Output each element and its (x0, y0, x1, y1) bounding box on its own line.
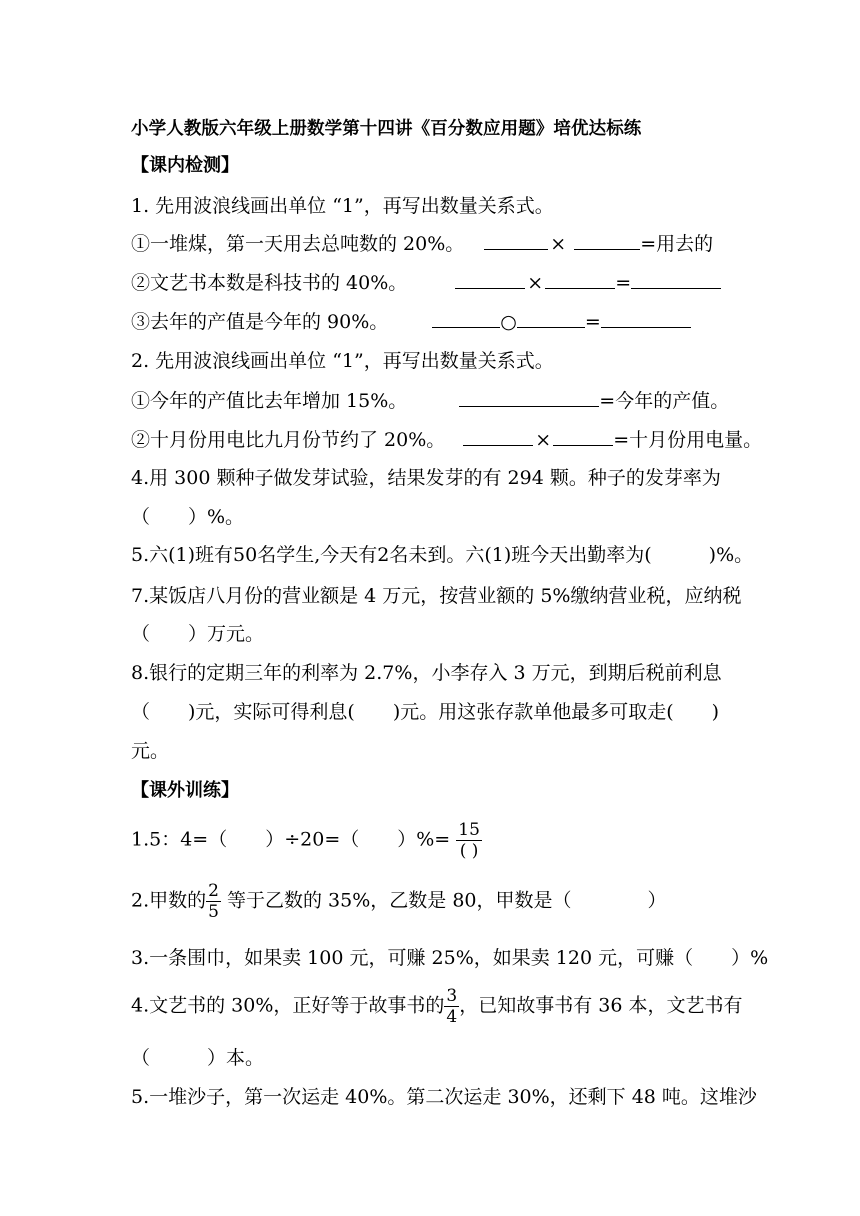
exercise-2 (131, 881, 667, 922)
fraction (456, 820, 482, 861)
section-heading-out-class: 【课外训练】 (131, 780, 239, 801)
fraction-denominator: 4 (446, 1007, 458, 1027)
question-1a-text: ①一堆煤，第一天用去总吨数的 20%。 (131, 233, 465, 255)
answer-blank[interactable] (455, 270, 525, 289)
exercise-3: 3.一条围巾，如果卖 100 元，可赚 25%，如果卖 120 元，可赚（ ）% (131, 947, 769, 969)
exercise-2-prefix: 2.甲数的 (131, 889, 207, 912)
fraction-numerator: 3 (446, 986, 458, 1006)
times-sign: × (535, 429, 552, 451)
fraction-numerator: 2 (208, 881, 219, 901)
fraction-denominator: 5 (208, 902, 219, 922)
question-1c-text: ③去年的产值是今年的 90%。 (131, 311, 389, 333)
exercise-4-suffix: ，已知故事书有 36 本，文艺书有 (459, 994, 743, 1017)
question-2-heading: 2. 先用波浪线画出单位 “1”，再写出数量关系式。 (131, 350, 554, 372)
question-2a-text: ①今年的产值比去年增加 15%。 (131, 390, 408, 412)
equals-sign: = (615, 272, 632, 294)
question-2a-result: =今年的产值。 (599, 390, 730, 412)
question-4-line-2: （ ）%。 (131, 506, 245, 528)
exercise-1-text: 1.5：4=（ ）÷20=（ ）%= (131, 828, 451, 851)
answer-blank[interactable] (553, 427, 613, 446)
question-2b-result: =十月份用电量。 (613, 429, 763, 451)
exercise-5: 5.一堆沙子，第一次运走 40%。第二次运走 30%，还剩下 48 吨。这堆沙 (131, 1086, 757, 1108)
answer-blank[interactable] (432, 309, 500, 328)
fraction (206, 881, 221, 922)
times-sign: × (550, 233, 567, 255)
exercise-4-prefix: 4.文艺书的 30%，正好等于故事书的 (131, 994, 445, 1017)
operator-circle: ○ (500, 311, 517, 333)
question-7-line-1: 7.某饭店八月份的营业额是 4 万元，按营业额的 5%缴纳营业税，应纳税 (131, 585, 742, 607)
question-8-line-2: （ )元，实际可得利息( )元。用这张存款单他最多可取走( ) (131, 701, 720, 723)
answer-blank[interactable] (459, 388, 599, 407)
fraction-denominator: ( ) (459, 841, 479, 861)
question-1b-text: ②文艺书本数是科技书的 40%。 (131, 272, 408, 294)
fraction-numerator: 15 (458, 820, 480, 840)
question-1a (131, 231, 713, 256)
question-8-line-1: 8.银行的定期三年的利率为 2.7%，小李存入 3 万元，到期后税前利息 (131, 662, 722, 684)
equals-sign: = (584, 311, 601, 333)
exercise-2-suffix: 等于乙数的 35%，乙数是 80，甲数是（ ） (220, 889, 667, 912)
fraction (444, 986, 459, 1027)
question-1c (131, 309, 691, 334)
section-heading-in-class: 【课内检测】 (131, 155, 239, 176)
answer-blank[interactable] (601, 309, 691, 328)
question-1a-result: =用去的 (640, 233, 714, 255)
page-title: 小学人教版六年级上册数学第十四讲《百分数应用题》培优达标练 (131, 119, 642, 139)
answer-blank[interactable] (574, 231, 640, 250)
answer-blank[interactable] (463, 427, 533, 446)
exercise-1 (131, 820, 482, 861)
question-7-line-2: （ ）万元。 (131, 623, 265, 645)
times-sign: × (527, 272, 544, 294)
exercise-4-line-2: （ ）本。 (131, 1047, 265, 1069)
question-5-line-1: 5.六(1)班有50名学生,今天有2名未到。六(1)班今天出勤率为( )%。 (131, 544, 754, 566)
answer-blank[interactable] (631, 270, 721, 289)
question-2a (131, 388, 729, 413)
question-2b (131, 427, 762, 452)
question-4-line-1: 4.用 300 颗种子做发芽试验，结果发芽的有 294 颗。种子的发芽率为 (131, 467, 721, 489)
question-8-line-3: 元。 (131, 740, 170, 762)
answer-blank[interactable] (484, 231, 548, 250)
question-1b (131, 270, 721, 295)
question-2b-text: ②十月份用电比九月份节约了 20%。 (131, 429, 446, 451)
question-1-heading: 1. 先用波浪线画出单位 “1”，再写出数量关系式。 (131, 195, 554, 217)
answer-blank[interactable] (545, 270, 615, 289)
exercise-4 (131, 986, 743, 1027)
answer-blank[interactable] (517, 309, 585, 328)
